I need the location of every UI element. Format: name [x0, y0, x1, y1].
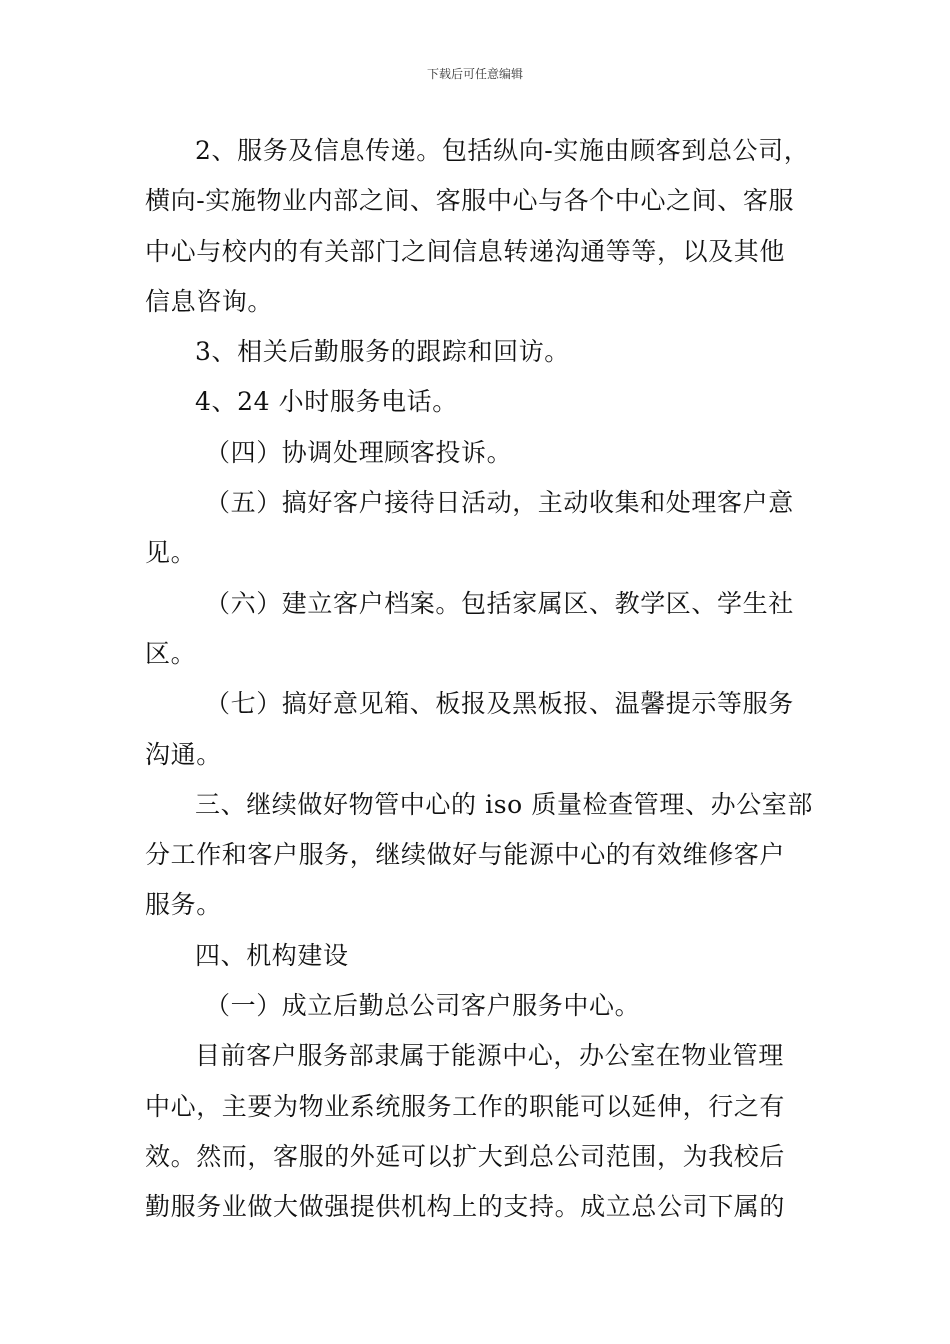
document-body: [145, 126, 815, 1233]
paragraph-line: （五）搞好客户接待日活动，主动收集和处理客户意: [205, 488, 794, 518]
paragraph-line: （七）搞好意见箱、板报及黑板报、温馨提示等服务: [205, 689, 794, 719]
paragraph-line: 中心与校内的有关部门之间信息转递沟通等等，以及其他: [145, 236, 786, 266]
paragraph-line: 见。: [145, 538, 197, 568]
paragraph-line: 信息咨询。: [145, 286, 274, 316]
paragraph-line: 3、相关后勤服务的跟踪和回访。: [195, 337, 570, 367]
paragraph-line: 2、服务及信息传递。包括纵向-实施由顾客到总公司，: [195, 136, 810, 165]
paragraph-line: 沟通。: [145, 739, 222, 769]
paragraph-line: （六）建立客户档案。包括家属区、教学区、学生社: [205, 588, 794, 618]
paragraph-line: （四）协调处理顾客投诉。: [205, 437, 513, 467]
paragraph-line: 勤服务业做大做强提供机构上的支持。成立总公司下属的: [145, 1192, 786, 1222]
section-heading: 四、机构建设: [195, 940, 349, 970]
paragraph-line: （一）成立后勤总公司客户服务中心。: [205, 991, 641, 1021]
page-header-note: 下载后可任意编辑: [426, 67, 523, 81]
paragraph-line: 服务。: [145, 890, 222, 920]
paragraph-line: 目前客户服务部隶属于能源中心，办公室在物业管理: [195, 1041, 784, 1071]
paragraph-line: 分工作和客户服务，继续做好与能源中心的有效维修客户: [145, 840, 786, 870]
paragraph-line: 横向-实施物业内部之间、客服中心与各个中心之间、客服: [145, 186, 795, 216]
paragraph-line: 效。然而，客服的外延可以扩大到总公司范围，为我校后: [145, 1141, 786, 1171]
paragraph-line: 中心，主要为物业系统服务工作的职能可以延伸，行之有: [145, 1091, 786, 1121]
paragraph-line: 三、继续做好物管中心的 iso 质量检查管理、办公室部: [195, 789, 813, 819]
paragraph-line: 4、24 小时服务电话。: [195, 387, 458, 417]
paragraph-line: 区。: [145, 638, 197, 668]
